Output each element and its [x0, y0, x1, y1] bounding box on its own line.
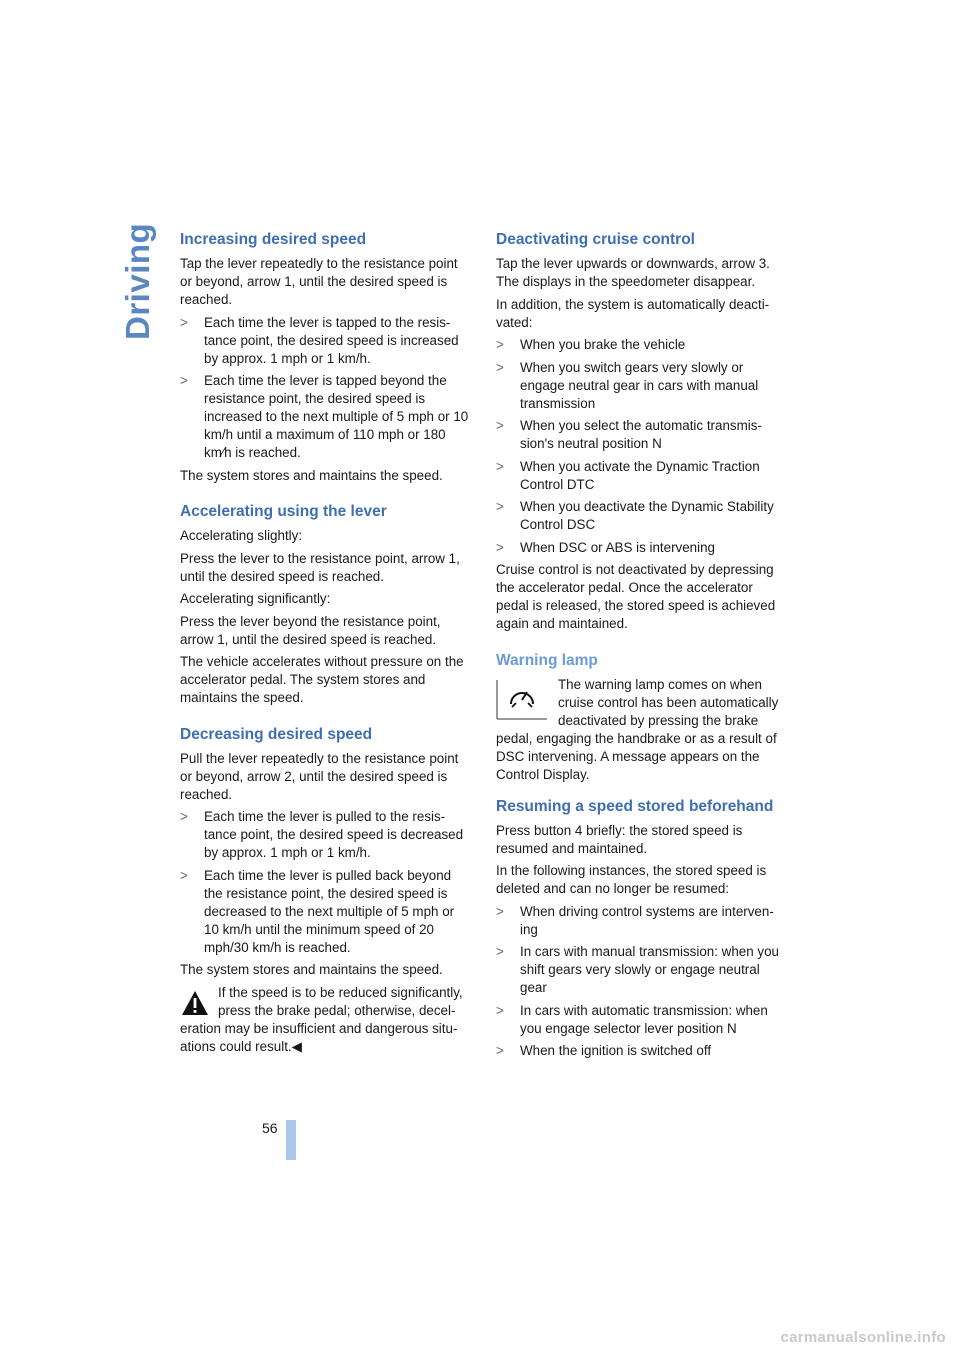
paragraph: Press button 4 briefly: the stored speed is resumed and maintained. — [496, 822, 743, 856]
bullet-marker: > — [496, 359, 504, 375]
list-item-text: When you deactivate the Dynamic Stability Control DSC — [520, 499, 774, 532]
cruise-control-lamp-icon — [496, 678, 548, 720]
section-tab — [120, 222, 156, 340]
bullet-list — [180, 314, 472, 463]
warning-note — [180, 984, 472, 1056]
list-item — [180, 867, 472, 957]
list-item — [496, 1042, 788, 1060]
bullet-list — [496, 903, 788, 1061]
bullet-marker: > — [496, 1043, 504, 1058]
list-item — [496, 943, 788, 997]
left-column — [180, 230, 472, 1056]
bullet-marker: > — [496, 499, 504, 514]
bullet-marker: > — [180, 867, 188, 883]
bullet-list — [496, 336, 788, 557]
paragraph: Accelerating significantly: — [180, 591, 331, 606]
paragraph: Pull the lever repeatedly to the resistance point or beyond, arrow 2, until the desired speed is reached. — [180, 750, 459, 802]
list-item-text: When DSC or ABS is intervening — [520, 539, 715, 555]
bullet-marker: > — [496, 539, 504, 555]
bullet-marker: > — [496, 337, 504, 352]
list-item-text: Each time the lever is pulled back beyond the resistance point, the desired speed is decreased to the next multiple of 5 mph or 10 km/h until the minimum speed of 20 mph/30 km/h is reached. — [204, 867, 455, 955]
list-item-text: When you brake the vehicle — [520, 337, 686, 352]
bullet-marker: > — [496, 944, 504, 959]
list-item — [496, 336, 788, 354]
heading-resuming-speed: Resuming a speed stored beforehand — [496, 797, 774, 815]
bullet-marker: > — [496, 458, 504, 474]
list-item — [180, 808, 472, 862]
heading-decreasing-speed: Decreasing desired speed — [180, 725, 373, 743]
paragraph: Tap the lever repeatedly to the resistance point or beyond, arrow 1, until the desired speed is reached. — [180, 256, 458, 307]
list-item — [496, 1002, 788, 1038]
list-item — [496, 359, 788, 413]
bullet-list — [180, 808, 472, 957]
list-item — [496, 539, 788, 557]
list-item-text: When you switch gears very slowly or engage neutral gear in cars with manual transmission — [520, 359, 759, 411]
bullet-marker: > — [496, 418, 504, 433]
list-item — [496, 458, 788, 494]
list-item-text: Each time the lever is pulled to the resis-tance point, the desired speed is decreased by approx. 1 mph or 1 km/h. — [204, 809, 464, 860]
list-item-text: Each time the lever is tapped beyond the resistance point, the desired speed is increased to the next multiple of 5 mph or 10 km/h until a maximum of 110 mph or 180 km⁄h is reached. — [204, 373, 469, 460]
list-item — [496, 903, 788, 939]
list-item-text: In cars with automatic transmission: when you engage selector lever position N — [520, 1002, 768, 1036]
heading-warning-lamp: Warning lamp — [496, 651, 598, 669]
list-item — [180, 314, 472, 368]
paragraph: In addition, the system is automatically deacti-vated: — [496, 296, 770, 330]
warning-lamp-block — [496, 676, 788, 784]
page-marker-bar — [286, 1120, 296, 1160]
list-item-text: When driving control systems are interven-ing — [520, 903, 774, 937]
heading-accelerating-lever: Accelerating using the lever — [180, 503, 387, 520]
warning-triangle-icon — [180, 988, 210, 1018]
paragraph: Cruise control is not deactivated by depressing the accelerator pedal. Once the accelerator pedal is released, the stored speed is achieved again and maintained. — [496, 562, 776, 631]
section-tab-label: Driving — [119, 222, 156, 340]
list-item-text: When you select the automatic transmis-sion's neutral position N — [520, 418, 762, 451]
paragraph: Tap the lever upwards or downwards, arrow 3. The displays in the speedometer disappear. — [496, 256, 770, 289]
paragraph: In the following instances, the stored speed is deleted and can no longer be resumed: — [496, 863, 767, 896]
bullet-marker: > — [496, 1002, 504, 1018]
paragraph: Press the lever beyond the resistance point, arrow 1, until the desired speed is reached. — [180, 613, 441, 647]
list-item-text: Each time the lever is tapped to the resis-tance point, the desired speed is increased by approx. 1 mph or 1 km/h. — [204, 314, 459, 366]
list-item — [180, 372, 472, 462]
list-item-text: When the ignition is switched off — [520, 1043, 712, 1058]
paragraph: The vehicle accelerates without pressure on the accelerator pedal. The system stores and maintains the speed. — [180, 654, 464, 705]
heading-increasing-speed: Increasing desired speed — [180, 231, 367, 248]
bullet-marker: > — [180, 809, 188, 824]
paragraph: The system stores and maintains the speed. — [180, 962, 443, 977]
list-item — [496, 417, 788, 453]
right-column — [496, 230, 788, 1065]
warning-lamp-text: The warning lamp comes on when cruise control has been automatically deactivated by pressing the brake pedal, engaging the handbrake or as a result of DSC intervening. A message appears on the Control Display. — [496, 676, 779, 782]
paragraph: Press the lever to the resistance point, arrow 1, until the desired speed is reached. — [180, 550, 460, 584]
list-item-text: When you activate the Dynamic Traction Control DTC — [520, 458, 760, 492]
watermark: carmanualsonline.info — [780, 1329, 946, 1346]
list-item-text: In cars with manual transmission: when you shift gears very slowly or engage neutral gear — [520, 944, 779, 995]
paragraph: The system stores and maintains the speed. — [180, 467, 443, 483]
page-number: 56 — [262, 1120, 278, 1136]
list-item — [496, 498, 788, 534]
bullet-marker: > — [496, 903, 504, 919]
paragraph: Accelerating slightly: — [180, 528, 303, 543]
warning-text: If the speed is to be reduced significantly, press the brake pedal; otherwise, decel-eration may be insufficient and dangerous situ-ations could result.◀ — [180, 984, 463, 1054]
bullet-marker: > — [180, 314, 188, 330]
bullet-marker: > — [180, 373, 188, 388]
heading-deactivating-cruise: Deactivating cruise control — [496, 231, 695, 248]
